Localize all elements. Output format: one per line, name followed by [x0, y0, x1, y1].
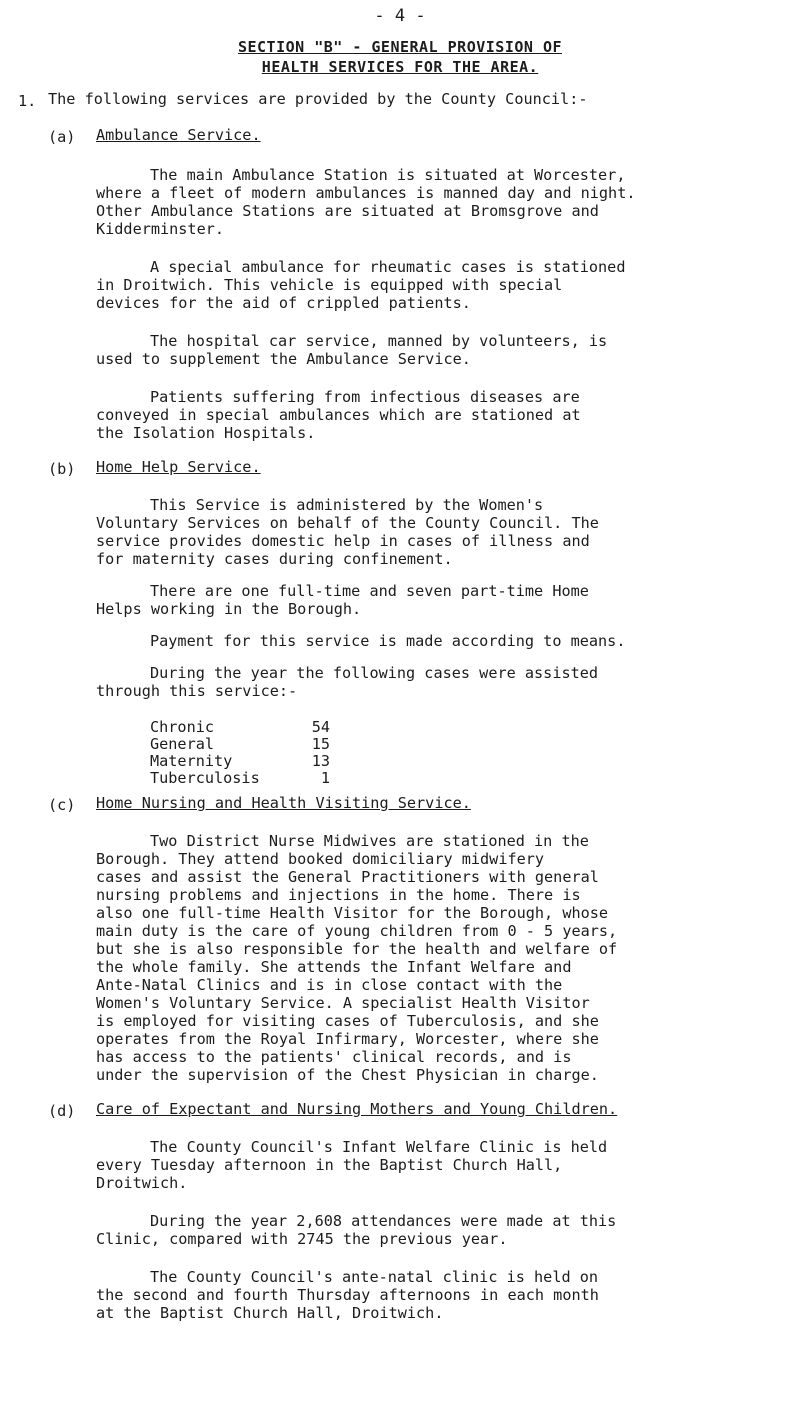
- section-a-text: the Isolation Hospitals.: [96, 424, 316, 442]
- section-c-text: under the supervision of the Chest Physician in charge.: [96, 1066, 599, 1084]
- section-c-text: the whole family. She attends the Infant Welfare and: [96, 958, 572, 976]
- section-b-text: Helps working in the Borough.: [96, 600, 362, 618]
- section-d-text: Clinic, compared with 2745 the previous year.: [96, 1230, 508, 1248]
- case-count: 13: [311, 752, 330, 770]
- section-b-text: There are one full-time and seven part-time Home: [150, 582, 589, 600]
- section-b-text: for maternity cases during confinement.: [96, 550, 453, 568]
- page-number: - 4 -: [374, 6, 426, 26]
- case-count: 15: [311, 735, 330, 753]
- section-d-text: The County Council's ante-natal clinic is held on: [150, 1268, 599, 1286]
- section-c-title: Home Nursing and Health Visiting Service.: [96, 794, 471, 812]
- section-d-text: Droitwich.: [96, 1174, 188, 1192]
- table-row: [150, 752, 330, 769]
- section-a-text: where a fleet of modern ambulances is manned day and night.: [96, 184, 636, 202]
- section-c-text: cases and assist the General Practitioners with general: [96, 868, 599, 886]
- section-b-label: (b): [48, 460, 76, 478]
- case-type: General: [150, 735, 215, 753]
- section-d-label: (d): [48, 1102, 76, 1120]
- section-a-text: The main Ambulance Station is situated at Worcester,: [150, 166, 626, 184]
- section-a-text: Patients suffering from infectious diseases are: [150, 388, 580, 406]
- section-d-text: The County Council's Infant Welfare Clinic is held: [150, 1138, 608, 1156]
- section-c-text: operates from the Royal Infirmary, Worcester, where she: [96, 1030, 599, 1048]
- case-count: 1: [320, 769, 330, 787]
- section-b-title: Home Help Service.: [96, 458, 261, 476]
- section-a-text: in Droitwich. This vehicle is equipped with special: [96, 276, 563, 294]
- section-d-text: the second and fourth Thursday afternoons in each month: [96, 1286, 599, 1304]
- section-a-label: (a): [48, 128, 76, 146]
- section-c-text: also one full-time Health Visitor for the Borough, whose: [96, 904, 609, 922]
- section-c-text: Ante-Natal Clinics and is in close contact with the: [96, 976, 563, 994]
- section-d-text: at the Baptist Church Hall, Droitwich.: [96, 1304, 444, 1322]
- section-c-text: Borough. They attend booked domiciliary midwifery: [96, 850, 545, 868]
- section-b-text: through this service:-: [96, 682, 298, 700]
- section-a-text: A special ambulance for rheumatic cases is stationed: [150, 258, 626, 276]
- section-c-text: has access to the patients' clinical records, and is: [96, 1048, 572, 1066]
- section-a-text: Kidderminster.: [96, 220, 225, 238]
- section-b-text: service provides domestic help in cases of illness and: [96, 532, 590, 550]
- table-row: [150, 718, 330, 735]
- section-heading-line2: HEALTH SERVICES FOR THE AREA.: [261, 58, 539, 76]
- section-c-label: (c): [48, 796, 76, 814]
- item-number: 1.: [18, 92, 37, 110]
- case-type: Chronic: [150, 718, 215, 736]
- case-type: Maternity: [150, 752, 233, 770]
- section-a-text: conveyed in special ambulances which are stationed at: [96, 406, 581, 424]
- section-a-title: Ambulance Service.: [96, 126, 261, 144]
- section-d-text: During the year 2,608 attendances were made at this: [150, 1212, 617, 1230]
- section-c-text: but she is also responsible for the health and welfare of: [96, 940, 618, 958]
- intro-text: The following services are provided by the County Council:-: [48, 90, 588, 108]
- section-c-text: Women's Voluntary Service. A specialist Health Visitor: [96, 994, 590, 1012]
- case-type: Tuberculosis: [150, 769, 260, 787]
- section-c-text: Two District Nurse Midwives are stationed in the: [150, 832, 589, 850]
- section-c-text: nursing problems and injections in the home. There is: [96, 886, 581, 904]
- case-count: 54: [311, 718, 330, 736]
- section-a-text: Other Ambulance Stations are situated at Bromsgrove and: [96, 202, 599, 220]
- section-d-text: every Tuesday afternoon in the Baptist Church Hall,: [96, 1156, 563, 1174]
- section-d-title: Care of Expectant and Nursing Mothers and Young Children.: [96, 1100, 618, 1118]
- section-heading-line1: SECTION "B" - GENERAL PROVISION OF: [237, 38, 563, 56]
- section-c-text: is employed for visiting cases of Tuberculosis, and she: [96, 1012, 599, 1030]
- section-b-text: During the year the following cases were assisted: [150, 664, 599, 682]
- section-a-text: devices for the aid of crippled patients.: [96, 294, 471, 312]
- section-a-text: The hospital car service, manned by volunteers, is: [150, 332, 608, 350]
- section-b-text: Voluntary Services on behalf of the County Council. The: [96, 514, 599, 532]
- cases-table: [150, 718, 330, 786]
- section-b-text: Payment for this service is made according to means.: [150, 632, 626, 650]
- section-b-text: This Service is administered by the Women's: [150, 496, 544, 514]
- section-c-text: main duty is the care of young children from 0 - 5 years,: [96, 922, 618, 940]
- section-a-text: used to supplement the Ambulance Service.: [96, 350, 471, 368]
- table-row: [150, 735, 330, 752]
- table-row: [150, 769, 330, 786]
